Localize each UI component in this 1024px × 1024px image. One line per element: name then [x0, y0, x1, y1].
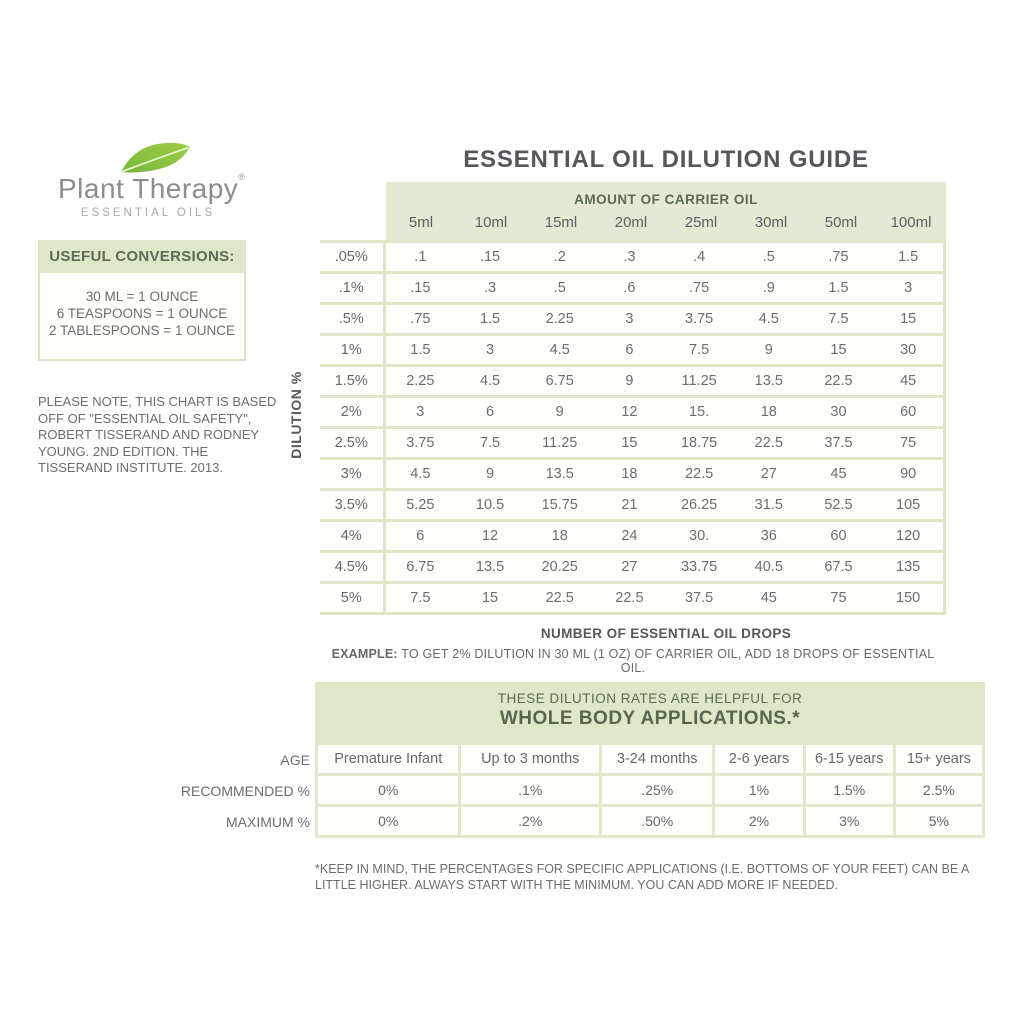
drops-cell: 20.25	[541, 559, 578, 575]
whole-body-line2: WHOLE BODY APPLICATIONS.*	[499, 708, 801, 729]
drops-cell: 21	[621, 497, 638, 513]
drops-cell: 30	[830, 404, 847, 420]
drops-cell: 6.75	[545, 373, 574, 389]
table-row	[320, 302, 946, 333]
recommended-cell: .25%	[602, 776, 712, 804]
drops-cell: 3	[625, 311, 634, 327]
leaf-icon	[116, 141, 194, 175]
table-row	[320, 457, 946, 488]
carrier-oil-title: AMOUNT OF CARRIER OIL	[574, 192, 758, 207]
table-row	[320, 271, 946, 302]
drops-cell: .6	[623, 280, 636, 296]
drops-footer-title: NUMBER OF ESSENTIAL OIL DROPS	[540, 626, 792, 641]
drops-cell: 75	[900, 435, 917, 451]
drops-cell: 27	[621, 559, 638, 575]
dilution-percent-cell: 5%	[320, 584, 386, 612]
dilution-percent-cell: 2.5%	[320, 429, 386, 457]
drops-cell: 37.5	[684, 590, 714, 606]
table-row	[320, 550, 946, 581]
drops-cell: 11.25	[681, 373, 717, 389]
column-header: 15ml	[544, 214, 578, 231]
table-row	[320, 364, 946, 395]
drops-cell: 15	[481, 590, 499, 606]
dilution-table-body	[320, 240, 946, 615]
row-label-maximum: MAXIMUM %	[226, 814, 310, 830]
drops-cell: 4.5	[549, 342, 570, 358]
drops-cell: 15	[900, 311, 917, 327]
example-label: EXAMPLE:	[331, 647, 398, 661]
drops-cell: 30.	[689, 528, 710, 544]
drops-cell: 24	[621, 528, 638, 544]
drops-cell: 6	[416, 528, 425, 544]
drops-cell: 18	[621, 466, 638, 482]
drops-cell: 15.	[689, 404, 710, 420]
drops-cell: 13.5	[545, 466, 574, 482]
drops-cell: 13.5	[754, 373, 783, 389]
table-row	[320, 395, 946, 426]
drops-cell: 60	[830, 528, 847, 544]
drops-cell: 10.5	[475, 497, 505, 513]
drops-cell: .5	[762, 249, 775, 265]
drops-cell: 1.5	[410, 342, 431, 358]
drops-cell: 45	[760, 590, 777, 606]
age-dilution-table	[315, 742, 985, 838]
drops-cell: 15	[621, 435, 638, 451]
drops-cell: 33.75	[680, 559, 718, 575]
drops-cell: .9	[762, 280, 775, 296]
footnote: *KEEP IN MIND, THE PERCENTAGES FOR SPECIFIC APPLICATIONS (I.E. BOTTOMS OF YOUR FEET) CAN BE A LITTLE HIGHER. ALWAYS START WITH THE MINIMUM. YOU CAN ADD MORE IF NEEDED.	[315, 861, 969, 892]
drops-cell: 22.5	[684, 466, 714, 482]
drops-cell: .5	[553, 280, 566, 296]
drops-cell: 9	[555, 404, 564, 420]
drops-cell: 135	[896, 559, 921, 575]
drops-cell: 45	[900, 373, 917, 389]
drops-cell: 7.5	[689, 342, 710, 358]
drops-cell: 7.5	[479, 435, 501, 451]
drops-cell: 4.5	[410, 466, 431, 482]
recommended-cell: .1%	[461, 776, 599, 804]
table-row	[320, 240, 946, 271]
column-header: 10ml	[474, 214, 508, 231]
recommended-cell: 2.5%	[896, 776, 982, 804]
maximum-cell: 0%	[318, 807, 458, 835]
recommended-cell: 0%	[318, 776, 458, 804]
age-header-cell: 2-6 years	[715, 745, 802, 773]
drops-cell: 11.25	[542, 435, 578, 451]
drops-cell: 36	[760, 528, 777, 544]
maximum-cell: .50%	[602, 807, 712, 835]
dilution-percent-cell: .5%	[320, 305, 386, 333]
dilution-percent-cell: .1%	[320, 274, 386, 302]
drops-cell: 67.5	[824, 559, 853, 575]
drops-cell: 22.5	[754, 435, 783, 451]
dilution-percent-cell: 2%	[320, 398, 386, 426]
dilution-percent-cell: 3%	[320, 460, 386, 488]
drops-cell: 60	[900, 404, 917, 420]
column-header: 100ml	[890, 214, 932, 231]
drops-cell: .15	[410, 280, 431, 296]
dilution-percent-cell: 1.5%	[320, 367, 386, 395]
drops-cell: 22.5	[545, 590, 574, 606]
table-row	[320, 488, 946, 519]
drops-cell: 31.5	[754, 497, 783, 513]
maximum-cell: .2%	[461, 807, 599, 835]
drops-cell: 1.5	[898, 249, 919, 265]
drops-cell: 18.75	[680, 435, 718, 451]
column-header: 20ml	[614, 214, 648, 231]
table-row	[320, 581, 946, 615]
age-header-cell: 6-15 years	[806, 745, 893, 773]
source-note: PLEASE NOTE, THIS CHART IS BASED OFF OF "ESSENTIAL OIL SAFETY", ROBERT TISSERAND AND RODNEY YOUNG. 2ND EDITION. THE TISSERAND INSTITUTE. 2013.	[38, 394, 277, 475]
conversion-item: 30 ML = 1 OUNCE	[85, 289, 199, 304]
recommended-cell: 1%	[715, 776, 802, 804]
conversion-item: 2 TABLESPOONS = 1 OUNCE	[49, 323, 235, 338]
drops-cell: 52.5	[824, 497, 853, 513]
age-header-cell: Premature Infant	[318, 745, 458, 773]
table-row	[320, 426, 946, 457]
drops-cell: 105	[896, 497, 921, 513]
drops-cell: 40.5	[754, 559, 783, 575]
drops-cell: 5.25	[406, 497, 435, 513]
drops-cell: 1.5	[479, 311, 501, 327]
drops-cell: 13.5	[475, 559, 505, 575]
example-note	[320, 647, 946, 675]
drops-cell: 6	[625, 342, 634, 358]
drops-cell: 3	[904, 280, 913, 296]
drops-cell: 12	[481, 528, 499, 544]
drops-cell: 2.25	[406, 373, 435, 389]
drops-cell: .1	[414, 249, 427, 265]
brand-name: Plant Therapy®	[58, 172, 246, 204]
useful-conversions-box	[38, 240, 246, 361]
drops-cell: 22.5	[615, 590, 644, 606]
drops-cell: 9	[485, 466, 495, 482]
table-row	[320, 519, 946, 550]
drops-cell: 2.25	[545, 311, 574, 327]
column-header: 5ml	[408, 214, 434, 231]
age-header-cell: 3-24 months	[602, 745, 712, 773]
dilution-percent-cell: 3.5%	[320, 491, 386, 519]
drops-cell: 30	[900, 342, 917, 358]
conversion-item: 6 TEASPOONS = 1 OUNCE	[56, 306, 228, 321]
dilution-percent-cell: 4.5%	[320, 553, 386, 581]
drops-cell: 9	[625, 373, 634, 389]
drops-cell: 1.5	[828, 280, 849, 296]
drops-cell: 37.5	[824, 435, 853, 451]
drops-cell: 150	[896, 590, 921, 606]
dilution-percent-cell: .05%	[320, 243, 386, 271]
page-title: ESSENTIAL OIL DILUTION GUIDE	[463, 146, 869, 173]
drops-cell: .4	[693, 249, 706, 265]
column-header: 25ml	[684, 214, 718, 231]
example-text: TO GET 2% DILUTION IN 30 ML (1 OZ) OF CARRIER OIL, ADD 18 DROPS OF ESSENTIAL OIL.	[397, 647, 935, 675]
drops-cell: 90	[900, 466, 917, 482]
drops-cell: 4.5	[479, 373, 501, 389]
drops-cell: 7.5	[828, 311, 849, 327]
carrier-oil-columns	[386, 214, 946, 231]
age-header-cell: Up to 3 months	[461, 745, 599, 773]
drops-cell: 4.5	[758, 311, 779, 327]
drops-cell: 18	[551, 528, 568, 544]
drops-cell: .75	[828, 249, 849, 265]
maximum-cell: 5%	[896, 807, 982, 835]
drops-cell: 15.75	[541, 497, 578, 513]
drops-cell: .75	[410, 311, 431, 327]
drops-cell: 15	[830, 342, 847, 358]
recommended-cell: 1.5%	[806, 776, 893, 804]
dilution-axis-label: DILUTION %	[288, 371, 304, 459]
drops-cell: 7.5	[410, 590, 431, 606]
conversions-body	[38, 273, 246, 361]
drops-cell: .2	[553, 249, 566, 265]
brand-subtitle: ESSENTIAL OILS	[80, 207, 216, 219]
drops-cell: 18	[760, 404, 777, 420]
drops-cell: 9	[764, 342, 773, 358]
drops-cell: 6.75	[406, 559, 435, 575]
row-label-recommended: RECOMMENDED %	[180, 783, 310, 799]
carrier-oil-header	[386, 182, 946, 240]
row-label-age: AGE	[280, 752, 310, 768]
drops-cell: .3	[623, 249, 636, 265]
conversions-header: USEFUL CONVERSIONS:	[38, 240, 246, 273]
column-header: 50ml	[824, 214, 858, 231]
age-header-cell: 15+ years	[896, 745, 982, 773]
drops-cell: 12	[621, 404, 638, 420]
drops-cell: 120	[896, 528, 921, 544]
dilution-percent-cell: 4%	[320, 522, 386, 550]
drops-cell: 6	[485, 404, 495, 420]
drops-cell: 27	[760, 466, 777, 482]
whole-body-header	[315, 682, 985, 742]
drops-cell: 22.5	[824, 373, 853, 389]
drops-cell: .75	[689, 280, 710, 296]
registered-mark: ®	[238, 172, 246, 182]
drops-cell: 3	[485, 342, 495, 358]
drops-cell: 3.75	[406, 435, 435, 451]
dilution-percent-cell: 1%	[320, 336, 386, 364]
drops-cell: .3	[483, 280, 497, 296]
drops-cell: 45	[830, 466, 847, 482]
drops-cell: .15	[479, 249, 501, 265]
whole-body-line1: THESE DILUTION RATES ARE HELPFUL FOR	[497, 691, 803, 706]
drops-cell: 26.25	[680, 497, 718, 513]
brand-logo	[58, 140, 246, 219]
drops-cell: 75	[830, 590, 847, 606]
drops-cell: 3	[416, 404, 425, 420]
maximum-cell: 3%	[806, 807, 893, 835]
maximum-cell: 2%	[715, 807, 802, 835]
column-header: 30ml	[754, 214, 788, 231]
table-row	[320, 333, 946, 364]
drops-cell: 3.75	[684, 311, 714, 327]
